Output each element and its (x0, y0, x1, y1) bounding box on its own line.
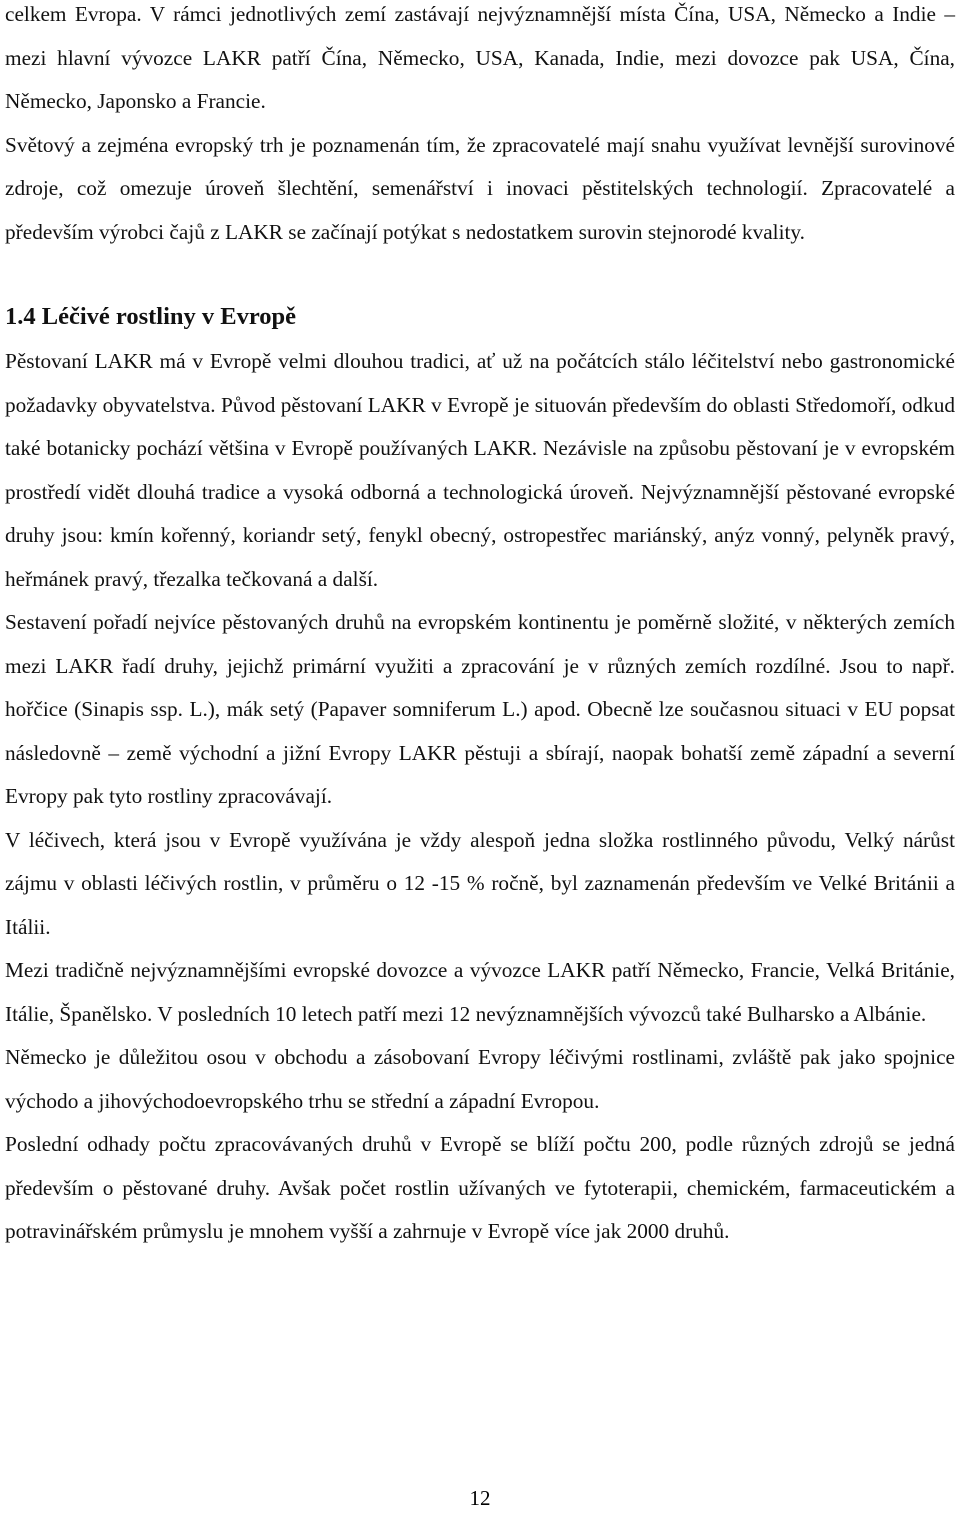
paragraph-species-count: Poslední odhady počtu zpracovávaných druhů v Evropě se blíží počtu 200, podle různých zdrojů se jedná především o pěstované druhy. Avšak počet rostlin užívaných ve fytoterapii, chemickém, farmaceutickém a potravinářském průmyslu je mnohem vyšší a zahrnuje v Evropě více jak 2000 druhů. (5, 1132, 955, 1243)
paragraph-importers-exporters: Mezi tradičně nejvýznamnějšími evropské dovozce a vývozce LAKR patří Německo, Francie, Velká Británie, Itálie, Španělsko. V posledních 10 letech patří mezi 12 nevýznamnějších vývozců také Bulharsko a Albánie. (5, 958, 955, 1026)
document-page (5, 0, 955, 1254)
section-heading: 1.4 Léčivé rostliny v Evropě (5, 303, 297, 330)
paragraph-trade-leaders: celkem Evropa. V rámci jednotlivých zemí zastávají nejvýznamnější místa Čína, USA, Německo a Indie – mezi hlavní vývozce LAKR patří Čína, Německo, USA, Kanada, Indie, mezi dovozce pak USA, Čína, Německo, Japonsko a Francie. (5, 2, 955, 113)
paragraph-germany-hub: Německo je důležitou osou v obchodu a zásobovaní Evropy léčivými rostlinami, zvláště pak jako spojnice východo a jihovýchodoevropského trhu se střední a západní Evropou. (5, 1045, 955, 1113)
paragraph-medicines: V léčivech, která jsou v Evropě využívána je vždy alespoň jedna složka rostlinného původu, Velký nárůst zájmu v oblasti léčivých rostlin, v průměru o 12 -15 % ročně, byl zaznamenán především ve Velké Británii a Itálii. (5, 827, 955, 939)
section-spacer (5, 254, 955, 294)
paragraph-cultivation-history: Pěstovaní LAKR má v Evropě velmi dlouhou tradici, ať už na počátcích stálo léčitelství nebo gastronomické požadavky obyvatelstva. Původ pěstovaní LAKR v Evropě je situován především do oblasti Středomoří, odkud také botanicky pochází většina v Evropě používaných LAKR. Nezávisle na způsobu pěstovaní je v evropském prostředí vidět dlouhá tradice a vysoká odborná a technologická úroveň. Nejvýznamnější pěstované evropské druhy jsou: kmín kořenný, koriandr setý, fenykl obecný, ostropestřec mariánský, anýz vonný, pelyněk pravý, heřmánek pravý, třezalka tečkovaná a další. (5, 349, 955, 591)
paragraph-market-conditions: Světový a zejména evropský trh je poznamenán tím, že zpracovatelé mají snahu využívat levnější surovinové zdroje, což omezuje úroveň šlechtění, semenářství i inovaci pěstitelských technologií. Zpracovatelé a především výrobci čajů z LAKR se začínají potýkat s nedostatkem surovin stejnorodé kvality. (5, 132, 955, 244)
page-number: 12 (469, 1486, 491, 1510)
paragraph-species-ranking: Sestavení pořadí nejvíce pěstovaných druhů na evropském kontinentu je poměrně složité, v některých zemích mezi LAKR řadí druhy, jejichž primární využiti a zpracování je v různých zemích rozdílné. Jsou to např. hořčice (Sinapis ssp. L.), mák setý (Papaver somniferum L.) apod. Obecně lze současnou situaci v EU popsat následovně – země východní a jižní Evropy LAKR pěstuji a sbírají, naopak bohatší země západní a severní Evropy pak tyto rostliny zpracovávají. (5, 610, 955, 808)
